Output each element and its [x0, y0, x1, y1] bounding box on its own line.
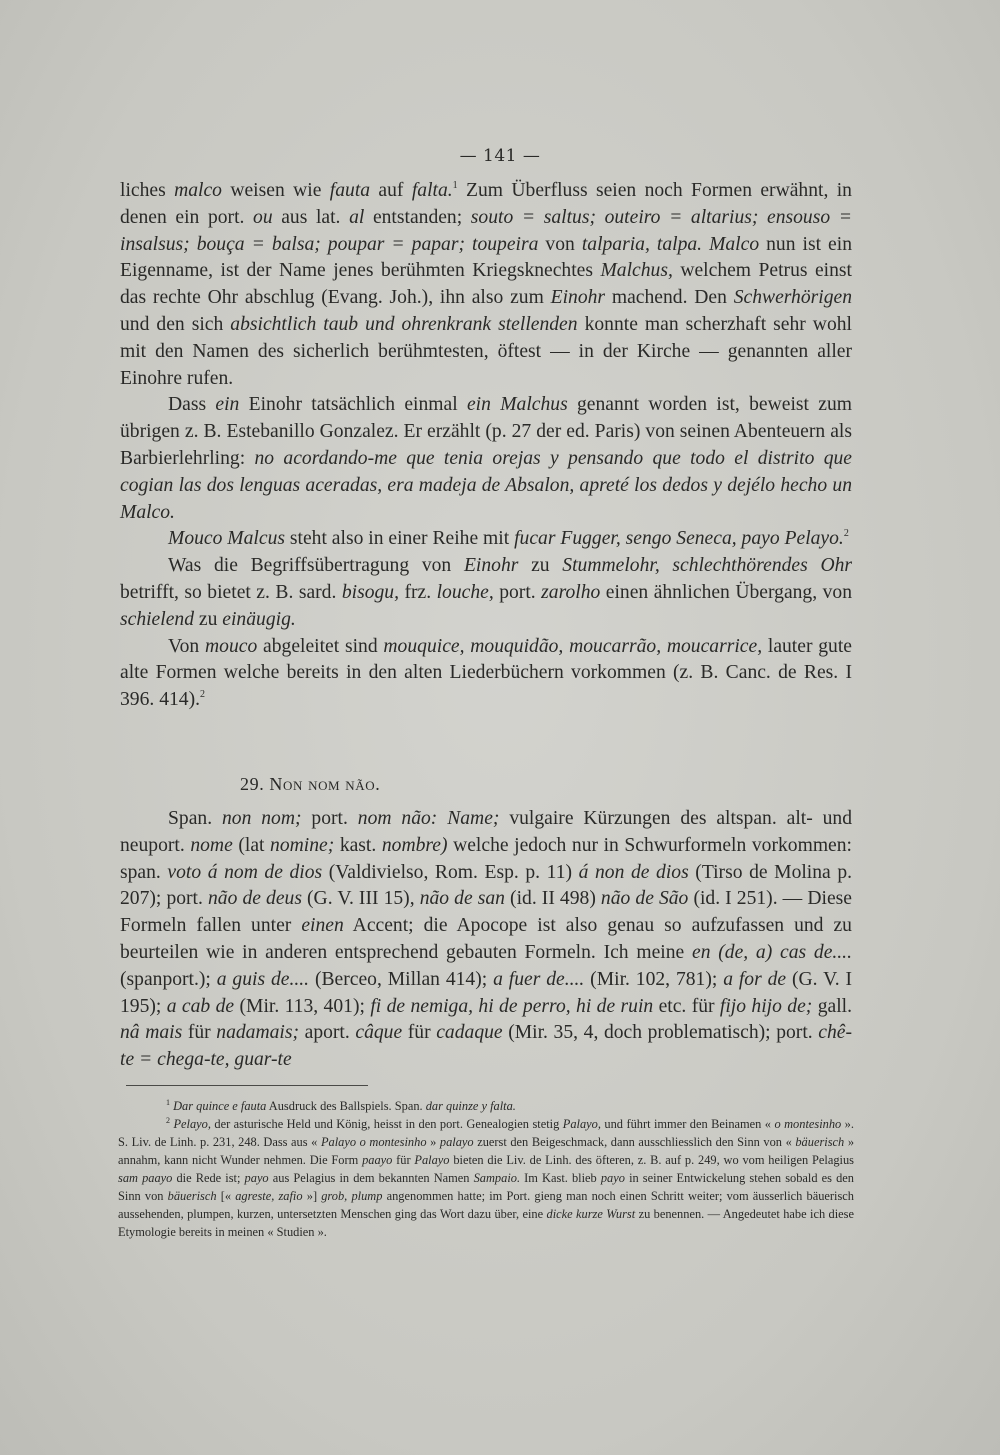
paragraph: Dass ein Einohr tatsächlich einmal ein Malchus genannt worden ist, beweist zum übrigen z. B. Estebanillo Gonzalez. Er erzählt (p. 27 der ed. Paris) von seinen Abenteuern als Barbierlehrling: no acordando-me que tenia orejas y pensando que todo el distrito que cogian las dos lenguas aceradas, era madeja de Absalon, apreté los dedos y dejélo hecho un Malco.: [120, 394, 852, 523]
paragraph: Von mouco abgeleitet sind mouquice, mouquidão, moucarrão, moucarrice, lauter gute alte Formen welche bereits in den alten Liederbüchern vorkommen (z. B. Canc. de Res. I 396. 414).$^2$: [120, 635, 852, 711]
footnote-ref: 2: [200, 689, 206, 701]
paragraph: Was die Begriffsübertragung von Einohr zu Stummelohr, schlechthörendes Ohr betrifft, so bietet z. B. sard. bisogu, frz. louche, port. zarolho einen ähnlichen Übergang, von schielend zu einäugig.: [120, 555, 853, 630]
paragraph: liches malco weisen wie fauta auf falta.$^1$ Zum Überfluss seien noch Formen erwähnt, in denen ein port. ou aus lat. al entstanden; souto = saltus; outeiro = altarius; ensouso = insalsus; bouça = balsa; poupar = papar; toupeira von talparia, talpa. Malco nun ist ein Eigenname, ist der Name jenes berühmten Kriegsknechtes Malchus, welchem Petrus einst das rechte Ohr abschlug (Evang. Joh.), ihn also zum Einohr machend. Den Schwerhörigen und den sich absichtlich taub und ohrenkrank stellenden konnte man scherzhaft sehr wohl mit den Namen des sicherlich berühmtesten, öftest — in der Kirche — genannten aller Einohre rufen.: [120, 180, 852, 389]
footnotes: [118, 1097, 854, 1241]
footnote: $^1$ Dar quince e fauta Ausdruck des Ballspiels. Span. dar quinze y falta.: [166, 1098, 516, 1113]
footnote-rule: [126, 1085, 368, 1086]
section-text: [120, 806, 852, 1074]
paragraph: Span. non nom; port. nom não: Name; vulgaire Kürzungen des altspan. alt- und neuport. nome (lat nomine; kast. nombre) welche jedoch nur in Schwurformeln vorkommen: span. voto á nom de dios (Valdivielso, Rom. Esp. p. 11) á non de dios (Tirso de Molina p. 207); port. não de deus (G. V. III 15), não de san (id. II 498) não de São (id. I 251). — Diese Formeln fallen unter einen Accent; die Apocope ist also genau so aufzufassen und zu beurteilen wie in anderen entsprechend gebauten Formeln. Ich meine en (de, a) cas de.... (spanport.); a guis de.... (Berceo, Millan 414); a fuer de.... (Mir. 102, 781); a for de (G. V. I 195); a cab de (Mir. 113, 401); fi de nemiga, hi de perro, hi de ruin etc. für fijo hijo de; gall. nâ mais für nadamais; aport. câque für cadaque (Mir. 35, 4, doch problematisch); port. chê-te = chega-te, guar-te: [120, 808, 853, 1071]
footnote-ref: 2: [843, 528, 849, 540]
footnote-ref: 1: [452, 180, 458, 191]
section-heading: 29. Non nom não.: [240, 774, 381, 794]
page-number: — 141 —: [459, 146, 541, 166]
main-text: [120, 178, 852, 714]
paragraph: Mouco Malcus steht also in einer Reihe mit fucar Fugger, sengo Seneca, payo Pelayo.$^2$: [168, 528, 849, 550]
footnote: $^2$ Pelayo, der asturische Held und König, heisst in den port. Genealogien stetig Palayo, und führt immer den Beinamen « o montesinho ». S. Liv. de Linh. p. 231, 248. Dass aus « Palayo o montesinho » palayo zuerst den Beigeschmack, dann ausschliesslich den Sinn von « bäuerisch » annahm, kann nicht Wunder nehmen. Die Form paayo für Palayo bieten die Liv. de Linh. des öfteren, z. B. auf p. 249, wo vom heiligen Pelagius sam paayo die Rede ist; payo aus Pelagius in dem bekannten Namen Sampaio. Im Kast. blieb payo in seiner Entwickelung stehen sobald es den Sinn von bäuerisch [« agreste, zafio »] grob, plump angenommen hatte; im Port. gieng man noch einen Schritt weiter; vom äusserlich bäuerisch aussehenden, plumpen, kurzen, untersetzten Menschen ging das Wort dazu über, eine dicke kurze Wurst zu benennen. — Angedeutet habe ich diese Etymologie bereits in meinen « Studien ».: [118, 1116, 855, 1239]
